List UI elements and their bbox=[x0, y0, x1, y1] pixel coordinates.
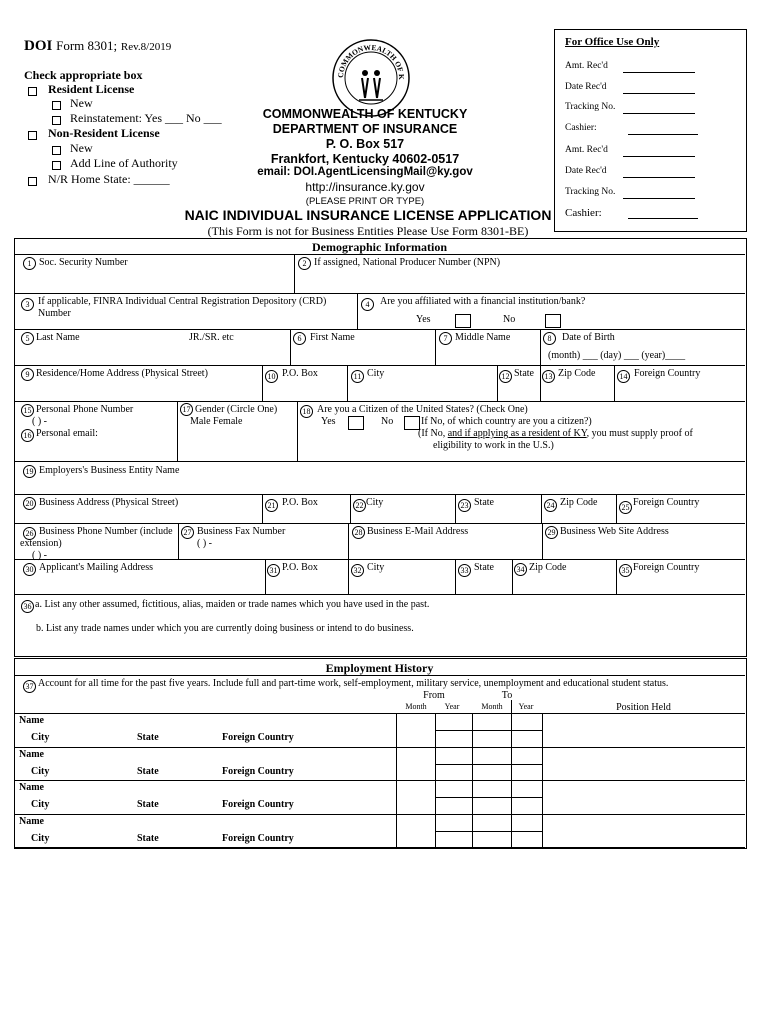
from-month-input[interactable] bbox=[397, 815, 434, 847]
field-number-30: 30 bbox=[23, 563, 36, 576]
field-number-16: 16 bbox=[21, 429, 34, 442]
employer-foreign-country-label: Foreign Country bbox=[222, 799, 294, 810]
field-number-11: 11 bbox=[351, 370, 364, 383]
affiliated-no-label: No bbox=[503, 314, 516, 325]
field-number-4: 4 bbox=[361, 298, 374, 311]
citizen-no-label: No bbox=[381, 416, 394, 427]
field-number-3: 3 bbox=[21, 298, 34, 311]
business-phone-label: Business Phone Number (include bbox=[39, 526, 173, 537]
office-use-label: Date Rec'd bbox=[565, 166, 607, 176]
employer-foreign-country-label: Foreign Country bbox=[222, 765, 294, 777]
check-box-instruction: Check appropriate box bbox=[24, 68, 143, 82]
employer-state-label: State bbox=[137, 832, 159, 844]
employer-foreign-country-label: Foreign Country bbox=[222, 732, 294, 743]
gender-label: Gender (Circle One) bbox=[195, 404, 278, 415]
employment-row-divider bbox=[14, 847, 745, 848]
personal-phone-format: ( ) - bbox=[32, 416, 47, 427]
form-number: Form 8301; bbox=[56, 38, 118, 53]
field-number-24: 24 bbox=[544, 499, 557, 512]
doi-label: DOI bbox=[24, 38, 53, 54]
affiliated-no-checkbox[interactable] bbox=[545, 314, 561, 328]
employer-name-label: Name bbox=[19, 815, 44, 827]
add-line-label: Add Line of Authority bbox=[70, 156, 178, 170]
field-number-28: 28 bbox=[352, 526, 365, 539]
field-number-1: 1 bbox=[23, 257, 36, 270]
field-number-33: 33 bbox=[458, 564, 471, 577]
office-use-title: For Office Use Only bbox=[565, 36, 660, 48]
office-use-label: Date Rec'd bbox=[565, 82, 607, 92]
nr-home-state-checkbox[interactable] bbox=[28, 177, 37, 186]
employer-foreign-country-label: Foreign Country bbox=[222, 832, 294, 844]
position-held-input[interactable] bbox=[543, 815, 744, 847]
field-number-12: 12 bbox=[499, 370, 512, 383]
agency-line-1: COMMONWEALTH OF KENTUCKY bbox=[262, 107, 468, 121]
field-number-20: 20 bbox=[23, 497, 36, 510]
first-name-label: First Name bbox=[310, 332, 355, 343]
business-fax-label: Business Fax Number bbox=[197, 526, 286, 537]
from-label: From bbox=[423, 690, 445, 701]
agency-address: Frankfort, Kentucky 40602-0517 bbox=[270, 152, 460, 166]
to-month-input[interactable] bbox=[473, 815, 510, 847]
position-held-input[interactable] bbox=[543, 714, 744, 746]
agency-website[interactable]: http://insurance.ky.gov bbox=[305, 180, 425, 194]
employer-entity-label: Employers's Business Entity Name bbox=[39, 465, 180, 476]
field-number-5: 5 bbox=[21, 332, 34, 345]
other-names-label: a. List any other assumed, fictitious, alias, maiden or trade names which you have used in the past. bbox=[35, 599, 430, 610]
state-seal bbox=[331, 38, 411, 118]
citizen-yes-checkbox[interactable] bbox=[348, 416, 364, 430]
form-revision: Rev.8/2019 bbox=[120, 41, 172, 53]
reinstatement-label: Reinstatement: Yes ___ No ___ bbox=[70, 111, 222, 125]
field-number-2: 2 bbox=[298, 257, 311, 270]
office-use-label: Cashier: bbox=[565, 123, 597, 133]
mailing-po-box-label: P.O. Box bbox=[282, 562, 318, 573]
office-use-line[interactable] bbox=[623, 198, 695, 199]
office-use-line[interactable] bbox=[623, 93, 695, 94]
business-po-box-label: P.O. Box bbox=[282, 497, 318, 508]
office-use-label: Tracking No. bbox=[565, 187, 616, 197]
business-foreign-country-label: Foreign Country bbox=[633, 497, 700, 508]
field-number-31: 31 bbox=[267, 564, 280, 577]
affiliated-yes-label: Yes bbox=[416, 314, 431, 325]
field-number-18: 18 bbox=[300, 405, 313, 418]
financial-institution-label: Are you affiliated with a financial institution/bank? bbox=[380, 296, 586, 307]
citizen-label: Are you a Citizen of the United States? (Check One) bbox=[317, 404, 528, 415]
field-number-35: 35 bbox=[619, 564, 632, 577]
field-number-25: 25 bbox=[619, 501, 632, 514]
agency-line-2: DEPARTMENT OF INSURANCE bbox=[272, 122, 458, 136]
agency-email: email: DOI.AgentLicensingMail@ky.gov bbox=[257, 166, 473, 178]
to-year-input[interactable] bbox=[512, 748, 541, 780]
dob-format: (month) ___ (day) ___ (year)____ bbox=[548, 350, 686, 361]
office-use-label: Tracking No. bbox=[565, 102, 616, 112]
agency-po-box: P. O. Box 517 bbox=[325, 137, 405, 151]
po-box-label: P.O. Box bbox=[282, 368, 318, 379]
form-id bbox=[24, 38, 171, 55]
to-label: To bbox=[501, 690, 513, 701]
mailing-foreign-country-label: Foreign Country bbox=[633, 562, 700, 573]
field-number-13: 13 bbox=[542, 370, 555, 383]
from-year-input[interactable] bbox=[436, 748, 471, 780]
position-held-label: Position Held bbox=[616, 702, 671, 713]
employment-heading: Employment History bbox=[325, 661, 434, 675]
from-year-input[interactable] bbox=[436, 815, 471, 847]
resident-new-checkbox[interactable] bbox=[52, 101, 61, 110]
employer-name-label: Name bbox=[19, 748, 44, 760]
field-number-7: 7 bbox=[439, 332, 452, 345]
nonresident-new-label: New bbox=[70, 141, 93, 155]
to-month-label: Month bbox=[481, 702, 503, 711]
business-city-label: City bbox=[366, 497, 384, 508]
resident-license-checkbox[interactable] bbox=[28, 87, 37, 96]
field-number-17: 17 bbox=[180, 403, 193, 416]
office-use-line[interactable] bbox=[628, 218, 698, 219]
to-month-input[interactable] bbox=[473, 781, 510, 813]
business-phone-format: ( ) - bbox=[32, 550, 47, 561]
citizen-country-question: If No, of which country are you a citizen?) bbox=[421, 416, 592, 427]
nonresident-license-label: Non-Resident License bbox=[48, 126, 160, 140]
field-number-9: 9 bbox=[21, 368, 34, 381]
mailing-state-label: State bbox=[474, 562, 494, 573]
office-use-line[interactable] bbox=[623, 156, 695, 157]
gender-options[interactable]: Male Female bbox=[190, 416, 243, 427]
reinstatement-checkbox[interactable] bbox=[52, 116, 61, 125]
field-number-37: 37 bbox=[23, 680, 36, 693]
to-year-input[interactable] bbox=[512, 815, 541, 847]
from-year-label: Year bbox=[444, 702, 460, 711]
employer-city-label: City bbox=[31, 732, 50, 743]
middle-name-label: Middle Name bbox=[455, 332, 511, 343]
to-month-input[interactable] bbox=[473, 748, 510, 780]
suffix-label: JR./SR. etc bbox=[189, 332, 234, 343]
field-number-26: 26 bbox=[23, 527, 36, 540]
business-website-label: Business Web Site Address bbox=[560, 526, 669, 537]
nr-home-state-label: N/R Home State: ______ bbox=[48, 172, 170, 186]
resident-new-label: New bbox=[70, 96, 93, 110]
application-title: NAIC INDIVIDUAL INSURANCE LICENSE APPLICATION bbox=[184, 207, 552, 223]
dob-label: Date of Birth bbox=[562, 332, 615, 343]
field-number-14: 14 bbox=[617, 370, 630, 383]
from-month-label: Month bbox=[405, 702, 427, 711]
to-month-input[interactable] bbox=[473, 714, 510, 746]
svg-text:COMMONWEALTH OF KENTUCKY: COMMONWEALTH OF K bbox=[335, 42, 407, 80]
personal-email-label: Personal email: bbox=[36, 428, 98, 439]
from-month-input[interactable] bbox=[397, 781, 434, 813]
position-held-input[interactable] bbox=[543, 781, 744, 813]
nonresident-new-checkbox[interactable] bbox=[52, 146, 61, 155]
add-line-checkbox[interactable] bbox=[52, 161, 61, 170]
field-number-19: 19 bbox=[23, 465, 36, 478]
field-number-29: 29 bbox=[545, 526, 558, 539]
mailing-city-label: City bbox=[367, 562, 385, 573]
last-name-label: Last Name bbox=[36, 332, 80, 343]
employer-state-label: State bbox=[137, 732, 159, 743]
employer-name-label: Name bbox=[19, 715, 44, 726]
from-year-input[interactable] bbox=[436, 714, 471, 746]
citizen-proof-note-line2: eligibility to work in the U.S.) bbox=[433, 440, 554, 451]
from-month-input[interactable] bbox=[397, 714, 434, 746]
city-label: City bbox=[367, 368, 385, 379]
business-phone-label-line2: extension) bbox=[20, 538, 62, 549]
citizen-yes-label: Yes bbox=[321, 416, 336, 427]
field-number-36: 36 bbox=[21, 600, 34, 613]
office-use-label: Cashier: bbox=[565, 207, 602, 219]
office-use-line[interactable] bbox=[623, 177, 695, 178]
mailing-address-label: Applicant's Mailing Address bbox=[39, 562, 154, 573]
mailing-zip-label: Zip Code bbox=[529, 562, 567, 573]
state-label: State bbox=[514, 368, 534, 379]
employer-name-label: Name bbox=[19, 782, 44, 793]
resident-license-label: Resident License bbox=[48, 82, 135, 96]
office-use-line[interactable] bbox=[623, 113, 695, 114]
employer-city-label: City bbox=[31, 799, 50, 810]
business-fax-format: ( ) - bbox=[197, 538, 212, 549]
from-month-input[interactable] bbox=[397, 748, 434, 780]
field-number-15: 15 bbox=[21, 404, 34, 417]
field-number-6: 6 bbox=[293, 332, 306, 345]
business-state-label: State bbox=[474, 497, 494, 508]
field-number-27: 27 bbox=[181, 526, 194, 539]
field-number-23: 23 bbox=[458, 499, 471, 512]
application-subtitle: (This Form is not for Business Entities Please Use Form 8301-BE) bbox=[207, 224, 529, 238]
demographic-heading: Demographic Information bbox=[312, 240, 447, 254]
employment-instruction: Account for all time for the past five years. Include full and part-time work, self-employment, military service, unemployment and educational student status. bbox=[38, 678, 669, 689]
to-year-label: Year bbox=[518, 702, 534, 711]
position-held-input[interactable] bbox=[543, 748, 744, 780]
field-number-10: 10 bbox=[265, 370, 278, 383]
field-number-34: 34 bbox=[514, 563, 527, 576]
zip-label: Zip Code bbox=[558, 368, 596, 379]
field-number-21: 21 bbox=[265, 499, 278, 512]
print-instruction: (PLEASE PRINT OR TYPE) bbox=[305, 196, 425, 207]
business-zip-label: Zip Code bbox=[560, 497, 598, 508]
business-address-label: Business Address (Physical Street) bbox=[39, 497, 179, 508]
citizen-proof-note: (If No, and if applying as a resident of KY, you must supply proof of bbox=[418, 428, 693, 439]
field-number-32: 32 bbox=[351, 564, 364, 577]
employer-city-label: City bbox=[31, 832, 50, 844]
business-email-label: Business E-Mail Address bbox=[367, 526, 469, 537]
field-number-22: 22 bbox=[353, 499, 366, 512]
ssn-label: Soc. Security Number bbox=[39, 257, 128, 268]
trade-names-label: b. List any trade names under which you are currently doing business or intend to do business. bbox=[36, 623, 414, 634]
personal-phone-label: Personal Phone Number bbox=[36, 404, 134, 415]
from-year-input[interactable] bbox=[436, 781, 471, 813]
crd-label: If applicable, FINRA Individual Central Registration Depository (CRD) bbox=[38, 296, 327, 307]
nonresident-license-checkbox[interactable] bbox=[28, 131, 37, 140]
employer-city-label: City bbox=[31, 765, 50, 777]
to-year-input[interactable] bbox=[512, 714, 541, 746]
office-use-line[interactable] bbox=[628, 134, 698, 135]
office-use-label: Amt. Rec'd bbox=[565, 61, 608, 71]
employer-state-label: State bbox=[137, 799, 159, 810]
crd-label-line2: Number bbox=[38, 308, 71, 319]
to-year-input[interactable] bbox=[512, 781, 541, 813]
office-use-line[interactable] bbox=[623, 72, 695, 73]
npn-label: If assigned, National Producer Number (NPN) bbox=[314, 257, 501, 268]
residence-address-label: Residence/Home Address (Physical Street) bbox=[36, 368, 208, 379]
office-use-label: Amt. Rec'd bbox=[565, 145, 608, 155]
foreign-country-label: Foreign Country bbox=[634, 368, 701, 379]
field-number-8: 8 bbox=[543, 332, 556, 345]
employer-state-label: State bbox=[137, 765, 159, 777]
affiliated-yes-checkbox[interactable] bbox=[455, 314, 471, 328]
